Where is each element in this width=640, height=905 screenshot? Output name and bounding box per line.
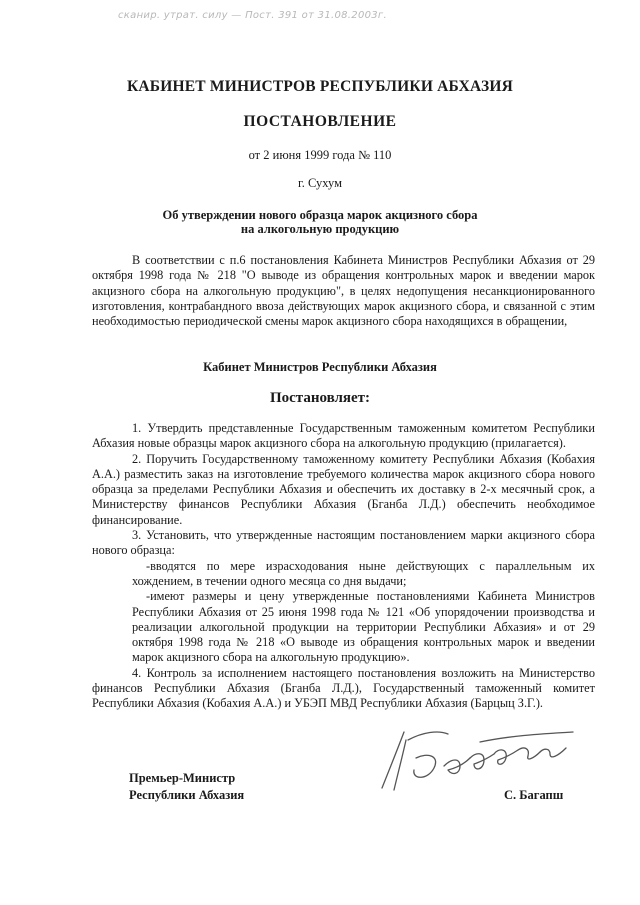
item-1: 1. Утвердить представленные Государственным таможенным комитетом Республики Абхазия новые образцы марок акцизного сбора на алкогольную продукцию (прилагается). bbox=[92, 421, 595, 451]
item-3-sub-b: -имеют размеры и цену утвержденные постановлениями Кабинета Министров Республики Абхазия от 25 июня 1998 года № 121 «Об упорядочении производства и реализации алкогольной продукции на территории Республики Абхазия» и от 29 октября 1998 года № 218 «О выводе из обращения контрольных марок и введении марок акцизного сбора на алкогольную продукцию». bbox=[132, 589, 595, 665]
handwritten-note: сканир. утрат. силу — Пост. 391 от 31.08.2003г. bbox=[118, 10, 387, 21]
issuer-heading: Кабинет Министров Республики Абхазия bbox=[203, 360, 437, 374]
signatory-title-line-1: Премьер-Министр bbox=[129, 771, 236, 785]
subject-line-1: Об утверждении нового образца марок акцизного сбора bbox=[162, 208, 478, 222]
item-4: 4. Контроль за исполнением настоящего постановления возложить на Министерство финансов Республики Абхазия (Бганба Л.Д.), Государственный таможенный комитет Республики Абхазия (Кобахия А.А.) и УБЭП МВД Республики Абхазия (Барцыц З.Г.). bbox=[92, 665, 595, 711]
resolves-heading: Постановляет: bbox=[269, 390, 371, 406]
preamble-text: В соответствии с п.6 постановления Кабинета Министров Республики Абхазия от 29 октября 1998 года № 218 "О выводе из обращения контрольных марок и введении марок акцизного сбора на алкогольную продукцию", в целях недопущения несанкционированного изготовления, контрабандного ввоза действующих марок акцизного сбора, и связанной с этим необходимостью периодической смены марок акцизного сбора находящихся в обращении, bbox=[92, 253, 595, 329]
signatory-title bbox=[129, 770, 244, 804]
signatory-title-line-2: Республики Абхазия bbox=[129, 788, 245, 802]
handwritten-signature bbox=[368, 718, 598, 808]
document-city: г. Сухум bbox=[297, 176, 342, 190]
signatory-name: С. Багапш bbox=[504, 788, 564, 802]
preamble-paragraph bbox=[92, 253, 595, 329]
document-subject bbox=[0, 208, 640, 236]
subject-line-2: на алкогольную продукцию bbox=[240, 222, 400, 236]
document-date-number: от 2 июня 1999 года № 110 bbox=[248, 148, 392, 162]
document-type: ПОСТАНОВЛЕНИЕ bbox=[243, 113, 397, 130]
resolution-items bbox=[92, 421, 595, 712]
item-2: 2. Поручить Государственному таможенному комитету Республики Абхазия (Кобахия А.А.) разместить заказ на изготовление требуемого количества марок акцизного сбора нового образца за пределами Республики Абхазия и обеспечить их доставку в 2-х месячный срок, а Министерству финансов Республики Абхазия (Бганба Л.Д.) обеспечить необходимое финансирование. bbox=[92, 451, 595, 527]
item-3: 3. Установить, что утвержденные настоящим постановлением марки акцизного сбора нового образца: bbox=[92, 528, 595, 558]
organization-title: КАБИНЕТ МИНИСТРОВ РЕСПУБЛИКИ АБХАЗИЯ bbox=[126, 78, 514, 95]
item-3-sub-a: -вводятся по мере израсходования ныне действующих с параллельным их хождением, в течении одного месяца со дня выдачи; bbox=[132, 558, 595, 588]
